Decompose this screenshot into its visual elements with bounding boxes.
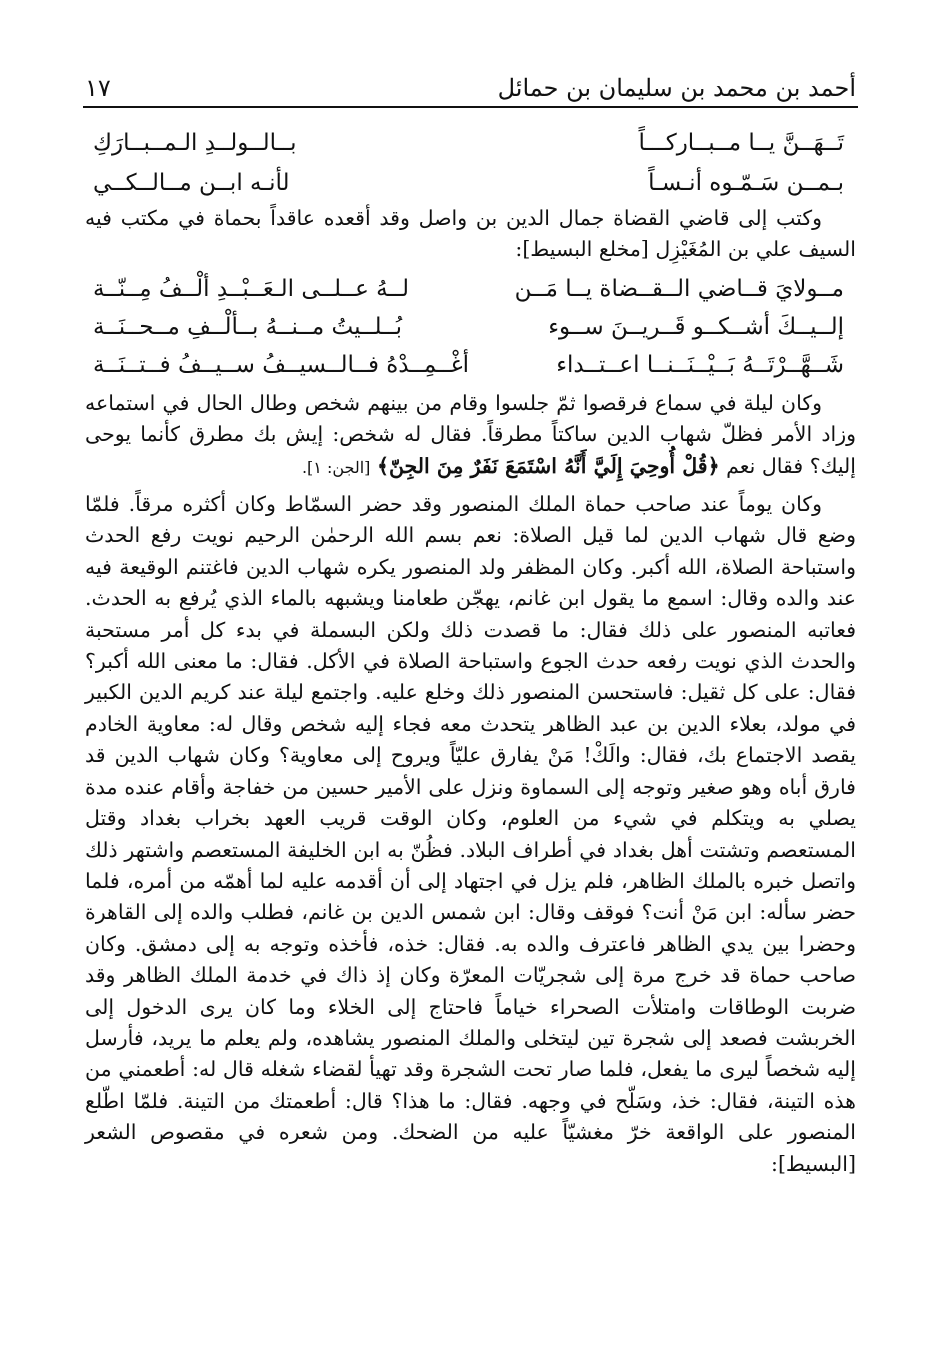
verse-line (85, 270, 856, 308)
verse-second-hemistich: أغْــمِــدْهُ فــالــسيــفُ ســيــفُ فــتــنَــة (93, 351, 470, 378)
verse-line (85, 308, 856, 346)
verse-first-hemistich: شَــهَّــرْتَــهُ بَــيْــنَــنــا اعــتــداء (556, 351, 844, 378)
verse-line (85, 163, 856, 203)
verse-second-hemistich: بــالــولــدِ الـمــبــارَكِ (93, 130, 297, 156)
verse-first-hemistich: إلــيــكَ أشــكــو قَــريــنَ ســوء (548, 313, 844, 340)
paragraph-text: وكان ليلة في سماع فرقصوا ثمّ جلسوا وقام من بينهم شخص وطال الحال في استماعه وزاد الأمر فظلّ شهاب الدين ساكتاً مطرقاً. فقال له شخص: إيش بك مطرق كأنما يوحى إليك؟ فقال نعم (85, 390, 856, 478)
paragraph: وكان يوماً عند صاحب حماة الملك المنصور وقد حضر السمّاط وكان أكثره مرقاً. فلمّا وضع قال شهاب الدين لما قيل الصلاة: نعم بسم الله الرحمٰن الرحيم نويت رفع الحدث واستباحة الصلاة، الله أكبر. وكان المظفر ولد المنصور يكره شهاب الدين فاغتنم الوقيعة فيه عند والده وقال: اسمع ما يقول ابن غانم، يهجّن طعامنا ويشبهه بالماء الذي يُرفع به الحدث. فعاتبه المنصور على ذلك فقال: ما قصدت ذلك ولكن البسملة في بدء كل أمر مستحبة والحدث الذي نويت رفعه حدث الجوع واستباحة الصلاة في الأكل. فقال: ما معنى الله أكبر؟ فقال: على كل ثقيل: فاستحسن المنصور ذلك وخلع عليه. واجتمع ليلة عند كريم الدين الكبير في مولد، بعلاء الدين بن عبد الظاهر يتحدث معه فجاء إليه شخص وقال له: معاوية الخادم يقصد الاجتماع بك، فقال: والَكْ! مَنْ يفارق عليّاً ويروح إلى معاوية؟ وكان شهاب الدين قد فارق أباه وهو صغير وتوجه إلى السماوة ونزل على الأمير حسين من خفاجة وأقام عنده مدة يصلي به ويتكلم في شيء من العلوم، وكان الوقت قريب العهد بخراب بغداد وقتل المستعصم وتشتت أهل بغداد في أطراف البلاد. فظُنّ به ابن الخليفة المستعصم واشتهر ذلك واتصل خبره بالملك الظاهر، فلم يزل في اجتهاد إلى أن أقدمه عليه لما أهمّه من أمره، فلما حضر سأله: ابن مَنْ أنت؟ فوقف وقال: ابن شمس الدين بن غانم، فطلب والده إلى القاهرة وحضرا بين يدي الظاهر فاعترف والده به. فقال: خذه، فأخذه وتوجه به إلى دمشق. وكان صاحب حماة قد خرج مرة إلى شجريّات المعرّة وكان إذ ذاك في خدمة الملك الظاهر وقد ضربت الوطاقات وامتلأت الصحراء خياماً فاحتاج إلى الخلاء وما كان يرى الدخول إلى الخربشت فصعد إلى شجرة تين ليتخلى والملك المنصور يشاهده، ولم يعلم ما يريد، فأرسل إليه شخصاً ليرى ما يفعل، فلما صار تحت الشجرة وقد تهيأ لقضاء شغله قال له: أطعمني من هذه التينة، فقال: خذ، وسَلّح في وجهه. فقال: ما هذا؟ قال: أطعمتك من التينة. فلمّا اطّلع المنصور على الواقعة خرّ مغشيّاً عليه من الضحك. ومن شعره في مقصوص الشعر [البسيط]: (85, 492, 856, 1176)
verse-first-hemistich: بـمــن سَـمّـوه أنـسـاً (648, 170, 844, 196)
page-number: ١٧ (85, 74, 111, 102)
paragraph (85, 388, 856, 483)
verse-line (85, 346, 856, 384)
verse-second-hemistich: لــهُ عــلــى الـعَــبْــدِ ألْــفُ مِــنّــة (93, 275, 409, 302)
quran-reference: [الجن: ١]. (301, 457, 371, 477)
verse-second-hemistich: لأنـه ابــن مــالــكــي (93, 170, 290, 196)
verse-line (85, 123, 856, 163)
poem-2 (85, 270, 856, 384)
page-header (85, 58, 856, 102)
paragraph: وكتب إلى قاضي القضاة جمال الدين بن واصل وقد أقعده عاقداً بحماة في مكتب فيه السيف علي بن المُغَيْزِل [مخلع البسيط]: (85, 206, 856, 262)
page-body (85, 115, 856, 1180)
verse-first-hemistich: مــولايَ قــاضي الــقــضاة يــا مَــن (514, 275, 844, 302)
poem-1 (85, 123, 856, 203)
header-rule (83, 106, 858, 108)
verse-second-hemistich: بُــلــيتُ مــنــهُ بــألْــفِ مــحــنَــة (93, 313, 403, 340)
quran-quote: ﴿قُلْ أُوحِيَ إِلَيَّ أَنَّهُ اسْتَمَعَ نَفَرٌ مِنَ الجِنّ﴾ (376, 453, 720, 478)
verse-first-hemistich: تَــهَــنَّ يــا مــبــاركـــاً (638, 130, 844, 156)
running-title: أحمد بن محمد بن سليمان بن حمائل (497, 74, 856, 102)
